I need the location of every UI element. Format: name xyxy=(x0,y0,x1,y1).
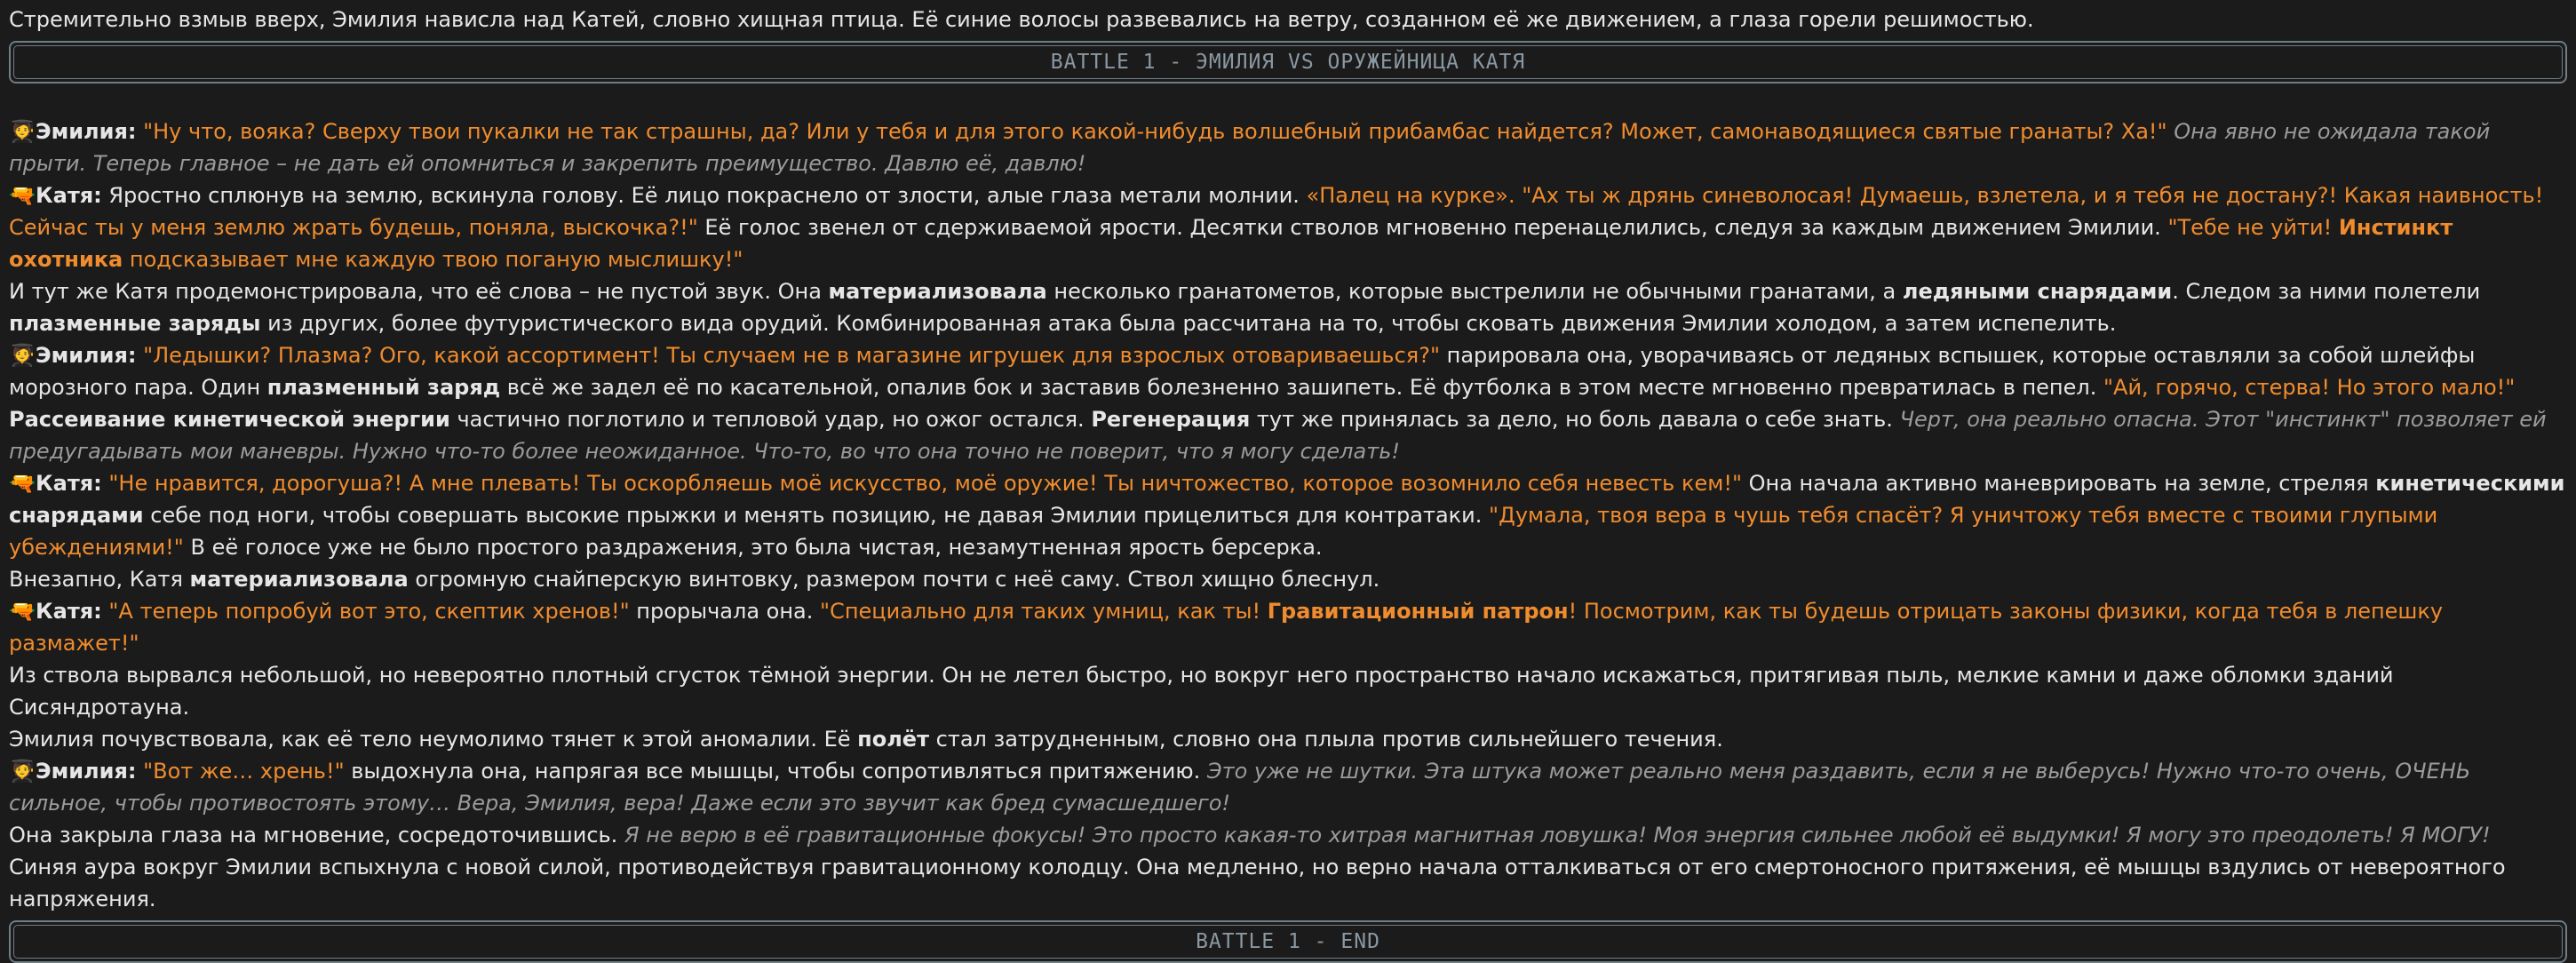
speaker-katya: Катя: xyxy=(36,183,102,208)
emilia-avatar-icon: 🧑‍🎓 xyxy=(9,343,36,368)
speech: «Палец на курке». xyxy=(1306,183,1515,208)
speech: "Ну что, вояка? Сверху твои пукалки не так страшны, да? Или у тебя и для этого какой-нибудь волшебный прибамбас найдется? Может, самонаводящиеся святые гранаты? Ха!" xyxy=(143,119,2167,144)
narration-intro: Стремительно взмыв вверх, Эмилия нависла над Катей, словно хищная птица. Её синие волосы развевались на ветру, созданном её же движением, а глаза горели решимостью. xyxy=(9,7,2034,32)
speaker-emilia: Эмилия: xyxy=(36,119,137,144)
narration: Яростно сплюнув на землю, вскинула голову. Её лицо покраснело от злости, алые глаза метали молнии. xyxy=(108,183,1300,208)
battle-end-banner xyxy=(9,920,2567,963)
narration: Её голос звенел от сдерживаемой ярости. Десятки стволов мгновенно перенацелились, следуя за каждым движением Эмилии. xyxy=(704,215,2161,240)
speaker-emilia: Эмилия: xyxy=(36,759,137,784)
message-emilia-1 xyxy=(9,115,2567,179)
message-katya-3: 🔫Катя: "А теперь попробуй вот это, скептик хренов!" прорычала она. "Специально для таких умниц, как ты! Гравитационный патрон! Посмотрим, как ты будешь отрицать законы физики, когда тебя в лепешку размажет!" xyxy=(9,595,2567,659)
thought: Черт, она реально опасна. Этот xyxy=(1899,407,2259,432)
message-katya-1 xyxy=(9,179,2567,275)
battle-end-title: BATTLE 1 - END xyxy=(13,925,2563,959)
narration-paragraph: Она закрыла глаза на мгновение, сосредоточившись. Я не верю в её гравитационные фокусы! Это просто какая-то хитрая магнитная ловушка! Моя энергия сильнее любой её выдумки! Я могу это преодолеть! Я МОГУ! xyxy=(9,823,2491,848)
message-emilia-3: 🧑‍🎓Эмилия: "Вот же… хрень!" выдохнула она, напрягая все мышцы, чтобы сопротивляться притяжению. Это уже не шутки. Эта штука может реально меня раздавить, если я не выберусь! Нужно что-то очень, ОЧЕНЬ сильное, чтобы противостоять этому… Вера, Эмилия, вера! Даже если это звучит как бред сумасшедшего! xyxy=(9,755,2567,819)
message-katya-2: 🔫Катя: "Не нравится, дорогуша?! А мне плевать! Ты оскорбляешь моё искусство, моё оружие! Ты ничтожество, которое возомнило себя невесть кем!" Она начала активно маневрировать на земле, стреляя кинетическими снарядами себе под ноги, чтобы совершать высокие прыжки и менять позицию, не давая Эмилии прицелиться для контратаки. "Думала, твоя вера в чушь тебя спасёт? Я уничтожу тебя вместе с твоими глупыми убеждениями!" В её голосе уже не было простого раздражения, это была чистая, незамутненная ярость берсерка. xyxy=(9,467,2567,563)
narration-paragraph: Из ствола вырвался небольшой, но невероятно плотный сгусток тёмной энергии. Он не летел быстро, но вокруг него пространство начало искажаться, притягивая пыль, мелкие камни и даже обломки зданий Сисяндротауна. xyxy=(9,663,2394,720)
narration-paragraph: Синяя аура вокруг Эмилии вспыхнула с новой силой, противодействуя гравитационному колодцу. Она медленно, но верно начала отталкиваться от его смертоносного притяжения, её мышцы вздулись от невероятного напряжения. xyxy=(9,855,2506,911)
narration-paragraph: Внезапно, Катя материализовала огромную снайперскую винтовку, размером почти с неё саму. Ствол хищно блеснул. xyxy=(9,567,1380,592)
skill-name: Гравитационный патрон xyxy=(1267,599,1569,624)
speech: "Ай, горячо, стерва! Но этого мало!" xyxy=(2103,375,2516,400)
thought: позволяет ей предугадывать мои маневры. Нужно что-то более неожиданное. Что-то, во что она точно не поверит, что я могу сделать! xyxy=(9,407,2547,464)
speaker-katya: Катя: xyxy=(36,599,102,624)
speech: "Думала, твоя вера в чушь тебя спасёт? Я уничтожу тебя вместе с твоими глупыми убеждениями!" xyxy=(9,503,2438,560)
speech: "Тебе не уйти! xyxy=(2167,215,2333,240)
gun-icon: 🔫 xyxy=(9,471,36,496)
skill-name: Инстинкт охотника xyxy=(9,215,2453,272)
speech: ! Посмотрим, как ты будешь отрицать законы физики, когда тебя в лепешку размажет!" xyxy=(9,599,2444,656)
speaker-katya: Катя: xyxy=(36,471,102,496)
thought: Я не верю в её гравитационные фокусы! Это просто какая-то хитрая магнитная ловушка! Моя энергия сильнее любой её выдумки! Я могу это преодолеть! Я МОГУ! xyxy=(624,823,2491,848)
speech: "Ледышки? Плазма? Ого, какой ассортимент! Ты случаем не в магазине игрушек для взрослых отовариваешься?" xyxy=(143,343,1440,368)
speech: "Вот же… хрень!" xyxy=(143,759,345,784)
speech: "Специально для таких умниц, как ты! xyxy=(820,599,1261,624)
battle-start-title: BATTLE 1 - ЭМИЛИЯ VS ОРУЖЕЙНИЦА КАТЯ xyxy=(13,45,2563,79)
battle-start-banner xyxy=(9,41,2567,84)
narration-paragraph: Эмилия почувствовала, как её тело неумолимо тянет к этой аномалии. Её полёт стал затрудненным, словно она плыла против сильнейшего течения. xyxy=(9,727,1723,752)
speech: "А теперь попробуй вот это, скептик хренов!" xyxy=(108,599,630,624)
thought: Это уже не шутки. Эта штука может реально меня раздавить, если я не выберусь! Нужно что-то очень, ОЧЕНЬ сильное, чтобы противостоять этому… Вера, Эмилия, вера! Даже если это звучит как бред сумасшедшего! xyxy=(9,759,2471,816)
speech: подсказывает мне каждую твою поганую мыслишку!" xyxy=(129,247,743,272)
thought-highlight: "инстинкт" xyxy=(2265,407,2390,432)
speaker-emilia: Эмилия: xyxy=(36,343,137,368)
gun-icon: 🔫 xyxy=(9,183,36,208)
gun-icon: 🔫 xyxy=(9,599,36,624)
narration-paragraph: И тут же Катя продемонстрировала, что её слова – не пустой звук. Она материализовала несколько гранатометов, которые выстрелили не обычными гранатами, а ледяными снарядами. Следом за ними полетели плазменные заряды из других, более футуристического вида орудий. Комбинированная атака была рассчитана на то, чтобы сковать движения Эмилии холодом, а затем испепелить. xyxy=(9,279,2481,336)
thought: Она явно не ожидала такой прыти. Теперь главное – не дать ей опомниться и закрепить преимущество. Давлю её, давлю! xyxy=(9,119,2491,176)
emilia-avatar-icon: 🧑‍🎓 xyxy=(9,759,36,784)
emilia-avatar-icon: 🧑‍🎓 xyxy=(9,119,36,144)
message-emilia-2: 🧑‍🎓Эмилия: "Ледышки? Плазма? Ого, какой ассортимент! Ты случаем не в магазине игрушек для взрослых отовариваешься?" парировала она, уворачиваясь от ледяных вспышек, которые оставляли за собой шлейфы морозного пара. Один плазменный заряд всё же задел её по касательной, опалив бок и заставив болезненно зашипеть. Её футболка в этом месте мгновенно превратилась в пепел. "Ай, горячо, стерва! Но этого мало!" Рассеивание кинетической энергии частично поглотило и тепловой удар, но ожог остался. Регенерация тут же принялась за дело, но боль давала о себе знать. Черт, она реально опасна. Этот "инстинкт" позволяет ей предугадывать мои маневры. Нужно что-то более неожиданное. Что-то, во что она точно не поверит, что я могу сделать! xyxy=(9,339,2567,467)
speech: "Ах ты ж дрянь синеволосая! Думаешь, взлетела, и я тебя не достану?! Какая наивность! Сейчас ты у меня землю жрать будешь, поняла, выскочка?!" xyxy=(9,183,2544,240)
speech: "Не нравится, дорогуша?! А мне плевать! Ты оскорбляешь моё искусство, моё оружие! Ты ничтожество, которое возомнило себя невесть кем!" xyxy=(108,471,1742,496)
